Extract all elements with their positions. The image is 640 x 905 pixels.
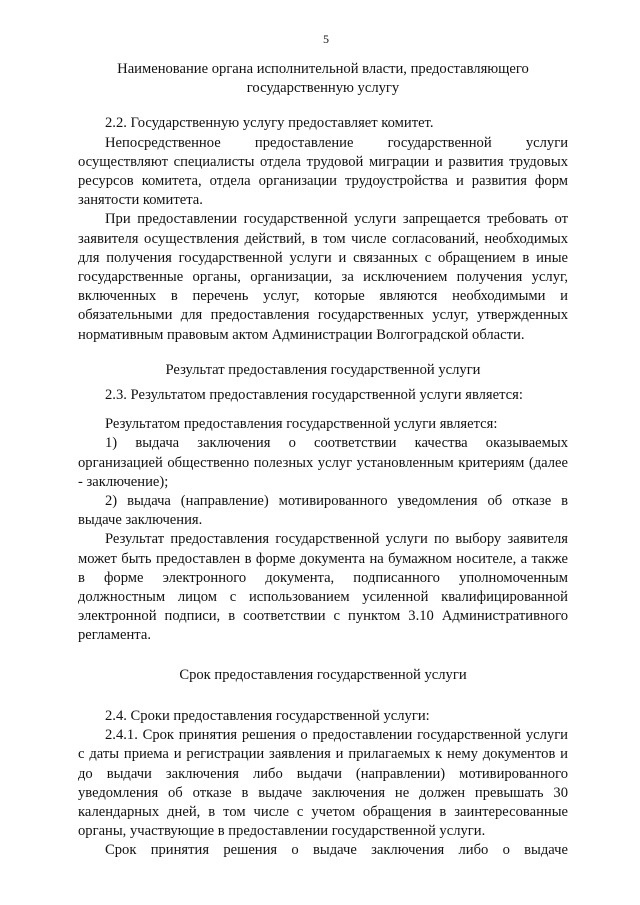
section-title [78,60,568,98]
paragraph-direct-provision: Непосредственное предоставление государственной услуги осуществляют специалисты отдела трудовой миграции и развития трудовых ресурсов комитета, отдела организации трудоустройства и развития форм занятости комитета. [78,134,568,209]
heading-term: Срок предоставления государственной услуги [179,666,467,683]
heading-result: Результат предоставления государственной услуги [165,361,481,378]
paragraph-2-3: 2.3. Результатом предоставления государственной услуги является: [105,387,523,404]
paragraph-2-2: 2.2. Государственную услугу предоставляет комитет. [105,115,434,132]
paragraph-2-4: 2.4. Сроки предоставления государственной услуги: [105,707,430,724]
page-number: 5 [323,32,329,46]
section-title-line1: Наименование органа исполнительной власти, предоставляющего [117,61,529,77]
paragraph-2-4-1: 2.4.1. Срок принятия решения о предоставлении государственной услуги с даты приема и регистрации заявления и прилагаемых к нему документов и до выдачи заключения либо выдачи (направлении) мотивированного уведомления об отказе в выдаче заключения не должен превышать 30 календарных дней, в том числе с учетом обращения в заинтересованные органы, участвующие в предоставлении государственной услуги. [78,727,568,840]
paragraph-prohibition: При предоставлении государственной услуги запрещается требовать от заявителя осуществления действий, в том числе согласований, необходимых для получения государственной услуги и связанных с обращением в иные государственные органы, организации, за исключением получения услуг, включенных в перечень услуг, которые являются необходимыми и обязательными для предоставления государственных услуг, утвержденных нормативным правовым актом Администрации Волгоградской области. [78,211,568,343]
paragraph-last-line: Срок принятия решения о выдаче заключения либо о выдаче [105,842,568,859]
list-item-1: 1) выдача заключения о соответствии качества оказываемых организацией общественно полезных услуг установленным критериям (далее - заключение); [78,435,568,490]
section-title-line2: государственную услугу [246,80,400,97]
list-item-2: 2) выдача (направление) мотивированного уведомления об отказе в выдаче заключения. [78,493,568,529]
paragraph-result-intro: Результатом предоставления государственной услуги является: [105,416,498,433]
paragraph-result-form: Результат предоставления государственной услуги по выбору заявителя может быть предоставлен в форме документа на бумажном носителе, а также в форме электронного документа, подписанного уполномоченным должностным лицом с использованием усиленной квалифицированной электронной подписи, в соответствии с пунктом 3.10 Административного регламента. [78,531,568,644]
